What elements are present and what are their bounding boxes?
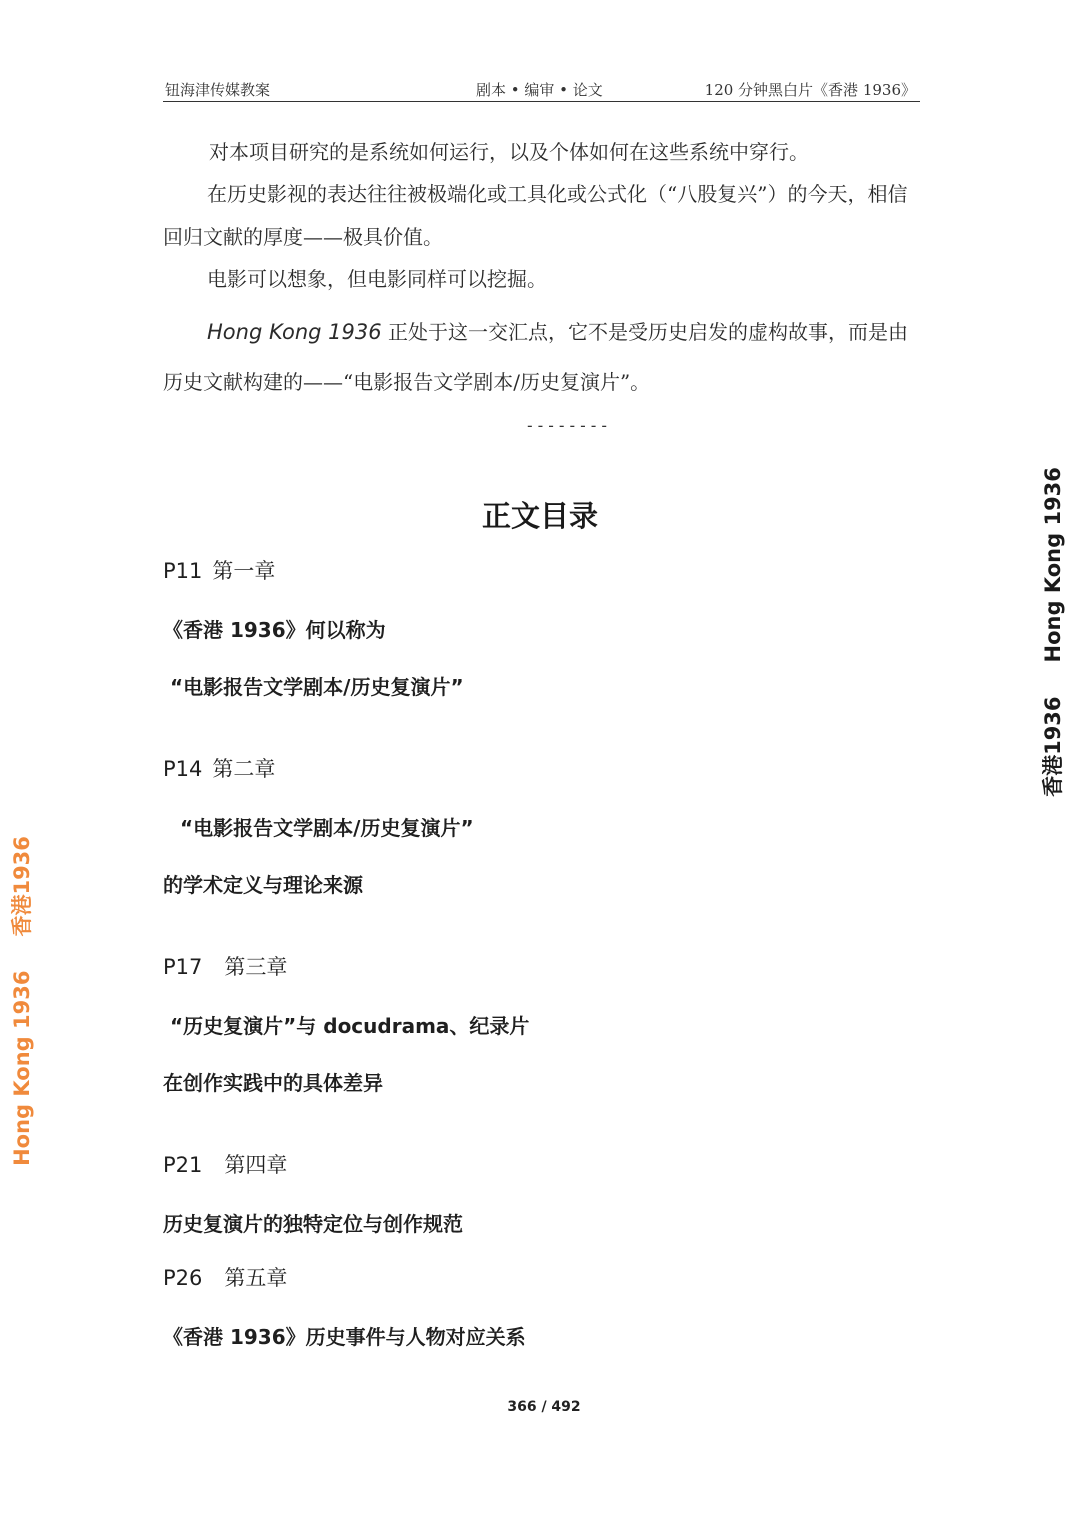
toc-chapter-label: 第三章	[224, 955, 288, 979]
page-number: 366 / 492	[507, 1399, 581, 1415]
toc-chapter-2-title-line-2: 的学术定义与理论来源	[163, 873, 363, 897]
toc-chapter-label: 第一章	[212, 559, 276, 583]
header-center-text: 剧本 • 编审 • 论文	[476, 81, 603, 99]
toc-page-number: P26	[163, 1266, 203, 1290]
toc-chapter-1-title-line-1: 《香港 1936》何以称为	[163, 618, 386, 642]
toc-chapter-5[interactable]	[163, 1262, 287, 1292]
toc-chapter-2-title-line-1: “电影报告文学剧本/历史复演片”	[180, 816, 474, 840]
toc-chapter-1-title-line-2: “电影报告文学剧本/历史复演片”	[170, 675, 464, 699]
toc-chapter-2[interactable]	[163, 753, 275, 783]
toc-chapter-label: 第二章	[212, 757, 276, 781]
toc-page-number: P21	[163, 1153, 203, 1177]
toc-chapter-label: 第五章	[224, 1266, 288, 1290]
section-divider: --------	[525, 416, 611, 435]
toc-title: 正文目录	[481, 499, 598, 533]
left-watermark-chinese: 香港1936	[10, 836, 34, 937]
paragraph-4-title: Hong Kong 1936	[207, 320, 382, 344]
toc-page-number: P11	[163, 559, 203, 583]
right-side-watermark	[1037, 467, 1067, 797]
right-watermark-english: Hong Kong 1936	[1041, 467, 1065, 663]
toc-page-number: P14	[163, 757, 203, 781]
page-header	[163, 76, 920, 102]
paragraph-4	[163, 307, 923, 407]
header-right-text: 120 分钟黑白片《香港 1936》	[704, 81, 916, 99]
toc-chapter-4[interactable]	[163, 1149, 287, 1179]
toc-chapter-3[interactable]	[163, 951, 287, 981]
right-watermark-chinese: 香港1936	[1041, 696, 1065, 797]
paragraph-3: 电影可以想象，但电影同样可以挖掘。	[207, 267, 547, 291]
toc-chapter-3-title-line-1: “历史复演片”与 docudrama、纪录片	[170, 1014, 530, 1038]
toc-chapter-4-title-line-1: 历史复演片的独特定位与创作规范	[163, 1212, 463, 1236]
paragraph-1: 对本项目研究的是系统如何运行，以及个体如何在这些系统中穿行。	[209, 140, 809, 164]
toc-chapter-3-title-line-2: 在创作实践中的具体差异	[163, 1071, 383, 1095]
toc-chapter-1[interactable]	[163, 555, 275, 585]
toc-chapter-5-title-line-1: 《香港 1936》历史事件与人物对应关系	[163, 1325, 526, 1349]
paragraph-4-text: 正处于这一交汇点，它不是受历史启发的虚构故事，而是由历史文献构建的——“电影报告文学剧本/历史复演片”。	[163, 320, 908, 394]
header-left-text: 钮海津传媒教案	[165, 81, 271, 99]
paragraph-2: 在历史影视的表达往往被极端化或工具化或公式化（“八股复兴”）的今天，相信回归文献的厚度——极具价值。	[163, 182, 908, 249]
toc-page-number: P17	[163, 955, 203, 979]
toc-chapter-label: 第四章	[224, 1153, 288, 1177]
left-watermark-english: Hong Kong 1936	[10, 970, 34, 1166]
left-side-watermark	[6, 836, 36, 1166]
